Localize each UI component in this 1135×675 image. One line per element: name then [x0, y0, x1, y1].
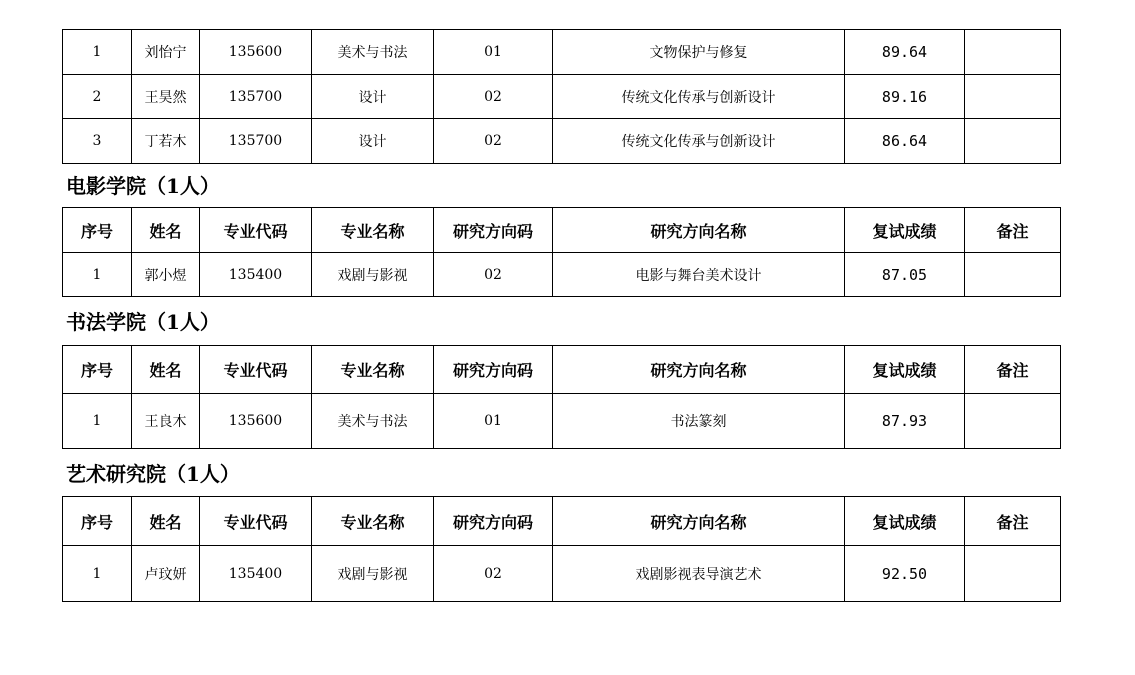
section-title-calligraphy: 书法学院（1人） — [66, 310, 220, 334]
header-score: 复试成绩 — [845, 208, 965, 253]
header-direction-code: 研究方向码 — [434, 346, 553, 394]
name-cell: 丁若木 — [132, 119, 200, 164]
header-major-code: 专业代码 — [200, 346, 312, 394]
row-number-cell: 2 — [63, 75, 132, 119]
row-number-cell: 1 — [63, 253, 132, 297]
top-results-table — [62, 29, 1061, 164]
major-code-cell: 135600 — [200, 394, 312, 449]
score-cell: 89.64 — [845, 30, 965, 75]
major-name-cell: 设计 — [312, 75, 434, 119]
header-major-code: 专业代码 — [200, 208, 312, 253]
major-name-cell: 美术与书法 — [312, 394, 434, 449]
remarks-cell — [965, 30, 1061, 75]
name-cell: 王良木 — [132, 394, 200, 449]
score-cell: 87.05 — [845, 253, 965, 297]
major-name-cell: 戏剧与影视 — [312, 546, 434, 602]
remarks-cell — [965, 75, 1061, 119]
table-header-row — [63, 208, 1061, 253]
score-cell: 92.50 — [845, 546, 965, 602]
direction-code-cell: 01 — [434, 30, 553, 75]
major-code-cell: 135700 — [200, 75, 312, 119]
row-number-cell: 3 — [63, 119, 132, 164]
table-row — [63, 546, 1061, 602]
direction-name-cell: 书法篆刻 — [553, 394, 845, 449]
header-remarks: 备注 — [965, 497, 1061, 546]
table-row — [63, 30, 1061, 75]
direction-code-cell: 01 — [434, 394, 553, 449]
remarks-cell — [965, 119, 1061, 164]
remarks-cell — [965, 546, 1061, 602]
score-cell: 86.64 — [845, 119, 965, 164]
header-remarks: 备注 — [965, 208, 1061, 253]
art-research-results-table — [62, 496, 1061, 602]
header-name: 姓名 — [132, 497, 200, 546]
header-row-number: 序号 — [63, 497, 132, 546]
major-code-cell: 135400 — [200, 546, 312, 602]
major-name-cell: 美术与书法 — [312, 30, 434, 75]
direction-name-cell: 传统文化传承与创新设计 — [553, 119, 845, 164]
direction-code-cell: 02 — [434, 253, 553, 297]
header-score: 复试成绩 — [845, 497, 965, 546]
major-code-cell: 135700 — [200, 119, 312, 164]
score-cell: 89.16 — [845, 75, 965, 119]
header-name: 姓名 — [132, 346, 200, 394]
header-direction-code: 研究方向码 — [434, 208, 553, 253]
table-row — [63, 119, 1061, 164]
table-row — [63, 394, 1061, 449]
header-row-number: 序号 — [63, 208, 132, 253]
name-cell: 王昊然 — [132, 75, 200, 119]
header-direction-name: 研究方向名称 — [553, 346, 845, 394]
direction-name-cell: 电影与舞台美术设计 — [553, 253, 845, 297]
table-row — [63, 253, 1061, 297]
name-cell: 卢玟妍 — [132, 546, 200, 602]
header-row-number: 序号 — [63, 346, 132, 394]
table-header-row — [63, 346, 1061, 394]
row-number-cell: 1 — [63, 546, 132, 602]
header-direction-name: 研究方向名称 — [553, 497, 845, 546]
header-major-name: 专业名称 — [312, 346, 434, 394]
section-title-film: 电影学院（1人） — [66, 174, 220, 198]
header-major-name: 专业名称 — [312, 208, 434, 253]
calligraphy-results-table — [62, 345, 1061, 449]
film-results-table — [62, 207, 1061, 297]
header-score: 复试成绩 — [845, 346, 965, 394]
direction-name-cell: 文物保护与修复 — [553, 30, 845, 75]
major-name-cell: 设计 — [312, 119, 434, 164]
name-cell: 刘怡宁 — [132, 30, 200, 75]
remarks-cell — [965, 394, 1061, 449]
major-name-cell: 戏剧与影视 — [312, 253, 434, 297]
major-code-cell: 135400 — [200, 253, 312, 297]
direction-code-cell: 02 — [434, 119, 553, 164]
score-cell: 87.93 — [845, 394, 965, 449]
name-cell: 郭小煜 — [132, 253, 200, 297]
header-name: 姓名 — [132, 208, 200, 253]
direction-code-cell: 02 — [434, 546, 553, 602]
table-header-row — [63, 497, 1061, 546]
header-direction-code: 研究方向码 — [434, 497, 553, 546]
row-number-cell: 1 — [63, 30, 132, 75]
direction-name-cell: 传统文化传承与创新设计 — [553, 75, 845, 119]
direction-name-cell: 戏剧影视表导演艺术 — [553, 546, 845, 602]
header-major-name: 专业名称 — [312, 497, 434, 546]
table-row — [63, 75, 1061, 119]
row-number-cell: 1 — [63, 394, 132, 449]
header-major-code: 专业代码 — [200, 497, 312, 546]
direction-code-cell: 02 — [434, 75, 553, 119]
header-direction-name: 研究方向名称 — [553, 208, 845, 253]
major-code-cell: 135600 — [200, 30, 312, 75]
remarks-cell — [965, 253, 1061, 297]
header-remarks: 备注 — [965, 346, 1061, 394]
section-title-art-research: 艺术研究院（1人） — [66, 462, 240, 486]
